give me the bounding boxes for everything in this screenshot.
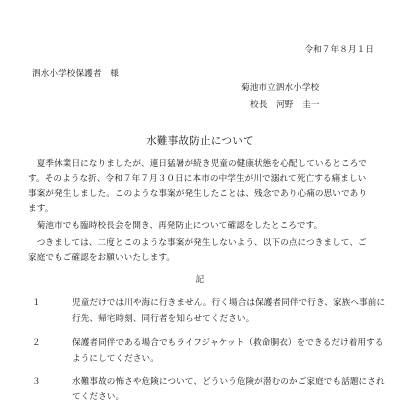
body-line: 夏季休業日になりましたが、連日猛暑が続き児童の健康状態を心配しているところで xyxy=(28,159,367,169)
item-text: てください。 xyxy=(72,392,125,400)
recipient-line: 泗水小学校保護者 様 xyxy=(32,69,119,79)
body-line: 事案が発生しました。このような事案が発生したことは、残念であり心痛の思いであり xyxy=(28,189,368,199)
item-number: ３ xyxy=(32,377,41,387)
document-title: 水難事故防止について xyxy=(146,135,254,147)
item-number: ２ xyxy=(32,338,41,348)
item-text: 児童だけでは川や海に行きません。行く場合は保護者同伴で行き、家族へ事前に xyxy=(72,298,386,308)
body-line: 家庭でもご確認をお願いいたします。 xyxy=(28,253,176,263)
item-text: ようにしてください。 xyxy=(72,354,159,364)
item-text: 水難事故の怖さや危険について、どういう危険が潜むのかご家庭でも話題にされ xyxy=(72,377,385,387)
sender-school: 菊池市立泗水小学校 xyxy=(241,83,320,93)
body-line: ます。 xyxy=(28,204,54,214)
item-number: １ xyxy=(32,298,41,308)
document-date: 令和７年８月１日 xyxy=(304,45,374,55)
body-line: つきましては、二度とこのような事案が発生しないよう、以下の点につきまして、ご xyxy=(28,238,367,248)
body-line: 菊池市でも臨時校長会を開き、再発防止について確認をしたところです。 xyxy=(28,221,323,231)
ki-heading: 記 xyxy=(195,275,205,285)
item-text: 行先、帰宅時刻、同行者を知らせてください。 xyxy=(72,314,255,324)
body-line: す。そのような折、令和７年７月３０日に本市の中学生が川で溺れて死亡する痛ましい xyxy=(28,174,367,184)
sender-principal: 校長 河野 圭一 xyxy=(250,100,320,110)
item-text: 保護者同伴である場合でもライフジャケット（救命胴衣）をできるだけ着用する xyxy=(72,338,384,348)
